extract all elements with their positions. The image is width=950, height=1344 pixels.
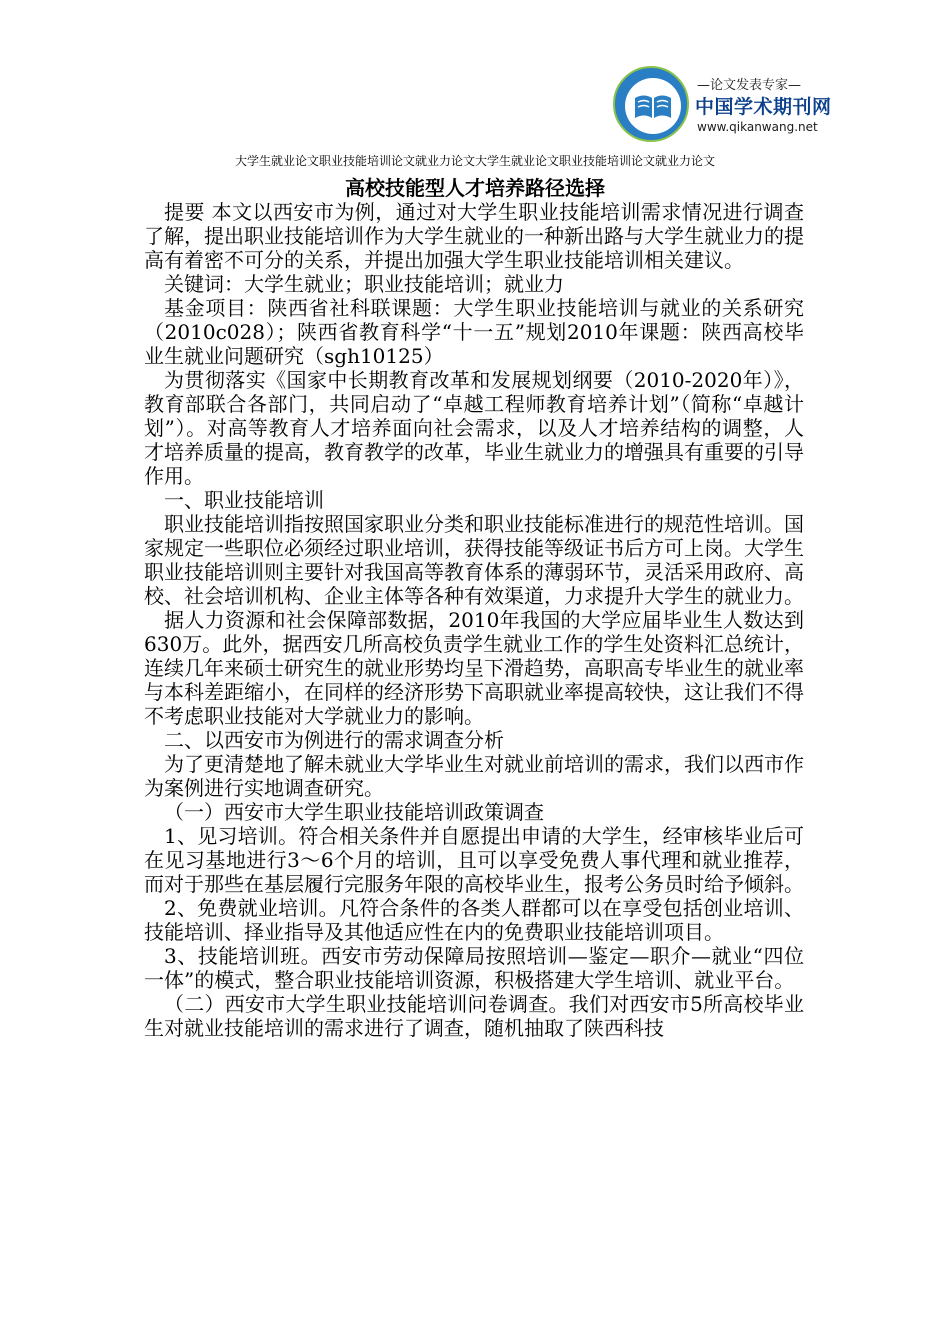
body-paragraph: （二）西安市大学生职业技能培训问卷调查。我们对西安市5所高校毕业生对就业技能培训的需求进行了调查，随机抽取了陕西科技	[144, 992, 804, 1040]
running-header: 大学生就业论文职业技能培训论文就业力论文大学生就业论文职业技能培训论文就业力论文	[234, 154, 715, 168]
body-paragraph: 为了更清楚地了解未就业大学毕业生对就业前培训的需求，我们以西市作为案例进行实地调查研究。	[144, 752, 804, 800]
body-paragraph: 为贯彻落实《国家中长期教育改革和发展规划纲要（2010-2020年）》，教育部联合各部门，共同启动了“卓越工程师教育培养计划”（简称“卓越计划”）。对高等教育人才培养面向社会需求，以及人才培养结构的调整，人才培养质量的提高，教育教学的改革，毕业生就业力的增强具有重要的引导作用。	[144, 368, 804, 488]
subsection-heading: （一）西安市大学生职业技能培训政策调查	[164, 800, 544, 824]
body-paragraph: 2、免费就业培训。凡符合条件的各类人群都可以在享受包括创业培训、技能培训、择业指导及其他适应性在内的免费职业技能培训项目。	[144, 896, 804, 944]
body-paragraph: 3、技能培训班。西安市劳动保障局按照培训—鉴定—职介—就业“四位一体”的模式，整合职业技能培训资源，积极搭建大学生培训、就业平台。	[144, 944, 804, 992]
site-logo	[613, 66, 832, 144]
body-paragraph: 职业技能培训指按照国家职业分类和职业技能标准进行的规范性培训。国家规定一些职位必须经过职业培训，获得技能等级证书后方可上岗。大学生职业技能培训则主要针对我国高等教育体系的薄弱环节，灵活采用政府、高校、社会培训机构、企业主体等各种有效渠道，力求提升大学生的就业力。	[144, 512, 804, 608]
abstract-paragraph: 提要 本文以西安市为例，通过对大学生职业技能培训需求情况进行调查了解，提出职业技能培训作为大学生就业的一种新出路与大学生就业力的提高有着密不可分的关系，并提出加强大学生职业技能培训相关建议。	[144, 200, 804, 272]
section-heading: 一、职业技能培训	[164, 488, 324, 512]
open-book-icon	[615, 68, 689, 142]
logo-name: 中国学术期刊网	[695, 96, 832, 118]
logo-emblem	[613, 66, 689, 142]
funding-paragraph: 基金项目：陕西省社科联课题：大学生职业技能培训与就业的关系研究（2010c028）；陕西省教育科学“十一五”规划2010年课题：陕西高校毕业生就业问题研究（sgh10125）	[144, 296, 804, 368]
body-paragraph: 据人力资源和社会保障部数据，2010年我国的大学应届毕业生人数达到630万。此外，据西安几所高校负责学生就业工作的学生处资料汇总统计，连续几年来硕士研究生的就业形势均呈下滑趋势，高职高专毕业生的就业率与本科差距缩小，在同样的经济形势下高职就业率提高较快，这让我们不得不考虑职业技能对大学就业力的影响。	[144, 608, 804, 728]
keywords-paragraph: 关键词：大学生就业；职业技能培训；就业力	[164, 272, 564, 296]
body-paragraph: 1、见习培训。符合相关条件并自愿提出申请的大学生，经审核毕业后可在见习基地进行3～6个月的培训，且可以享受免费人事代理和就业推荐，而对于那些在基层履行完服务年限的高校毕业生，报考公务员时给予倾斜。	[144, 824, 804, 896]
logo-url: www.qikanwang.net	[697, 120, 818, 134]
section-heading: 二、以西安市为例进行的需求调查分析	[164, 728, 504, 752]
article-body	[144, 200, 804, 1040]
article-title: 高校技能型人才培养路径选择	[345, 176, 605, 200]
logo-slogan: —论文发表专家—	[697, 78, 802, 93]
